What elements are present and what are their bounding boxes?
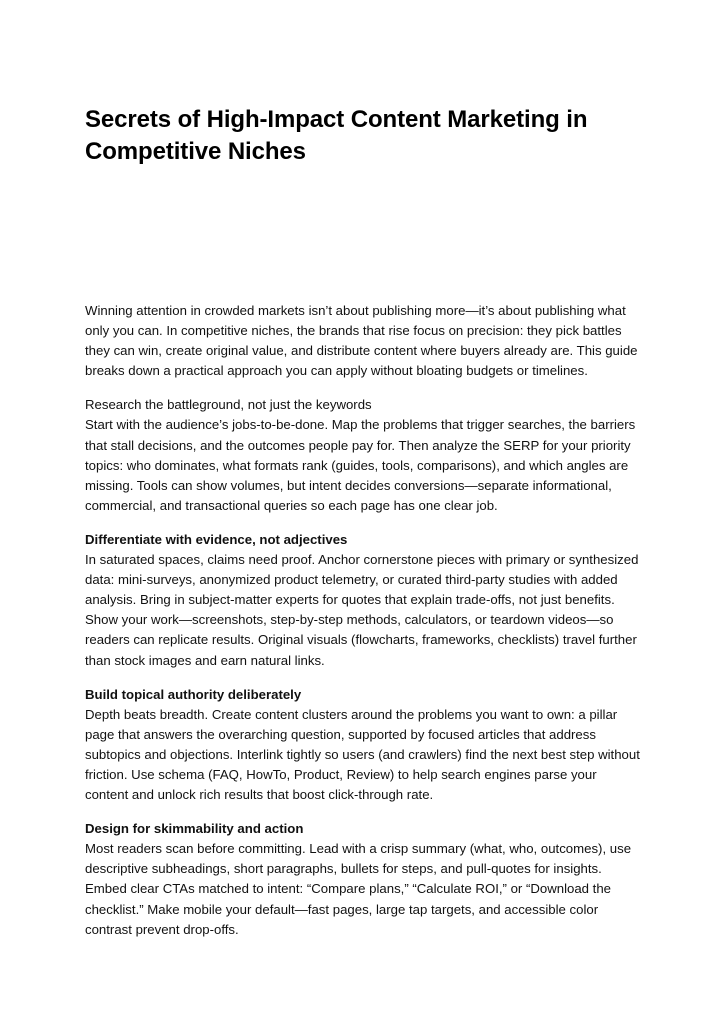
section-topical-authority xyxy=(85,685,641,806)
section-skimmability xyxy=(85,819,641,940)
intro-paragraph: Winning attention in crowded markets isn’t about publishing more—it’s about publishing what only you can. In competitive niches, the brands that rise focus on precision: they pick battles they can win, create original value, and distribute content where buyers already are. This guide breaks down a practical approach you can apply without bloating budgets or timelines. xyxy=(85,303,638,379)
page-title: Secrets of High-Impact Content Marketing in Competitive Niches xyxy=(85,106,588,165)
section-body-skimmability: Most readers scan before committing. Lead with a crisp summary (what, who, outcomes), use descriptive subheadings, short paragraphs, bullets for steps, and pull-quotes for insights. Embed clear CTAs matched to intent: “Compare plans,” “Calculate ROI,” or “Download the checklist.” Make mobile your default—fast pages, large tap targets, and accessible color contrast prevent drop-offs. xyxy=(85,841,632,937)
section-heading-research: Research the battleground, not just the keywords xyxy=(85,397,372,413)
section-body-differentiate: In saturated spaces, claims need proof. Anchor cornerstone pieces with primary or synthesized data: mini-surveys, anonymized product telemetry, or curated third-party studies with added analysis. Bring in subject-matter experts for quotes that explain trade-offs, not just benefits. Show your work—screenshots, step-by-step methods, calculators, or teardown videos—so readers can replicate results. Original visuals (flowcharts, frameworks, checklists) travel further than stock images and earn natural links. xyxy=(85,552,639,668)
section-differentiate xyxy=(85,530,641,671)
title-spacer xyxy=(85,168,641,301)
section-body-topical-authority: Depth beats breadth. Create content clusters around the problems you want to own: a pillar page that answers the overarching question, supported by focused articles that address subtopics and objections. Interlink tightly so users (and crawlers) find the next best step without friction. Use schema (FAQ, HowTo, Product, Review) to help search engines parse your content and unlock rich results that boost click-through rate. xyxy=(85,706,640,803)
document-content xyxy=(85,104,641,940)
section-research xyxy=(85,395,641,516)
section-body-research: Start with the audience’s jobs-to-be-done. Map the problems that trigger searches, the barriers that stall decisions, and the outcomes people pay for. Then analyze the SERP for your priority topics: who dominates, what formats rank (guides, tools, comparisons), and which angles are missing. Tools can show volumes, but intent decides conversions—separate informational, commercial, and transactional queries so each page has one clear job. xyxy=(85,417,636,513)
section-heading-differentiate: Differentiate with evidence, not adjectives xyxy=(85,531,348,547)
section-heading-skimmability: Design for skimmability and action xyxy=(85,821,304,837)
document-body xyxy=(85,301,641,940)
section-heading-topical-authority: Build topical authority deliberately xyxy=(85,686,302,702)
